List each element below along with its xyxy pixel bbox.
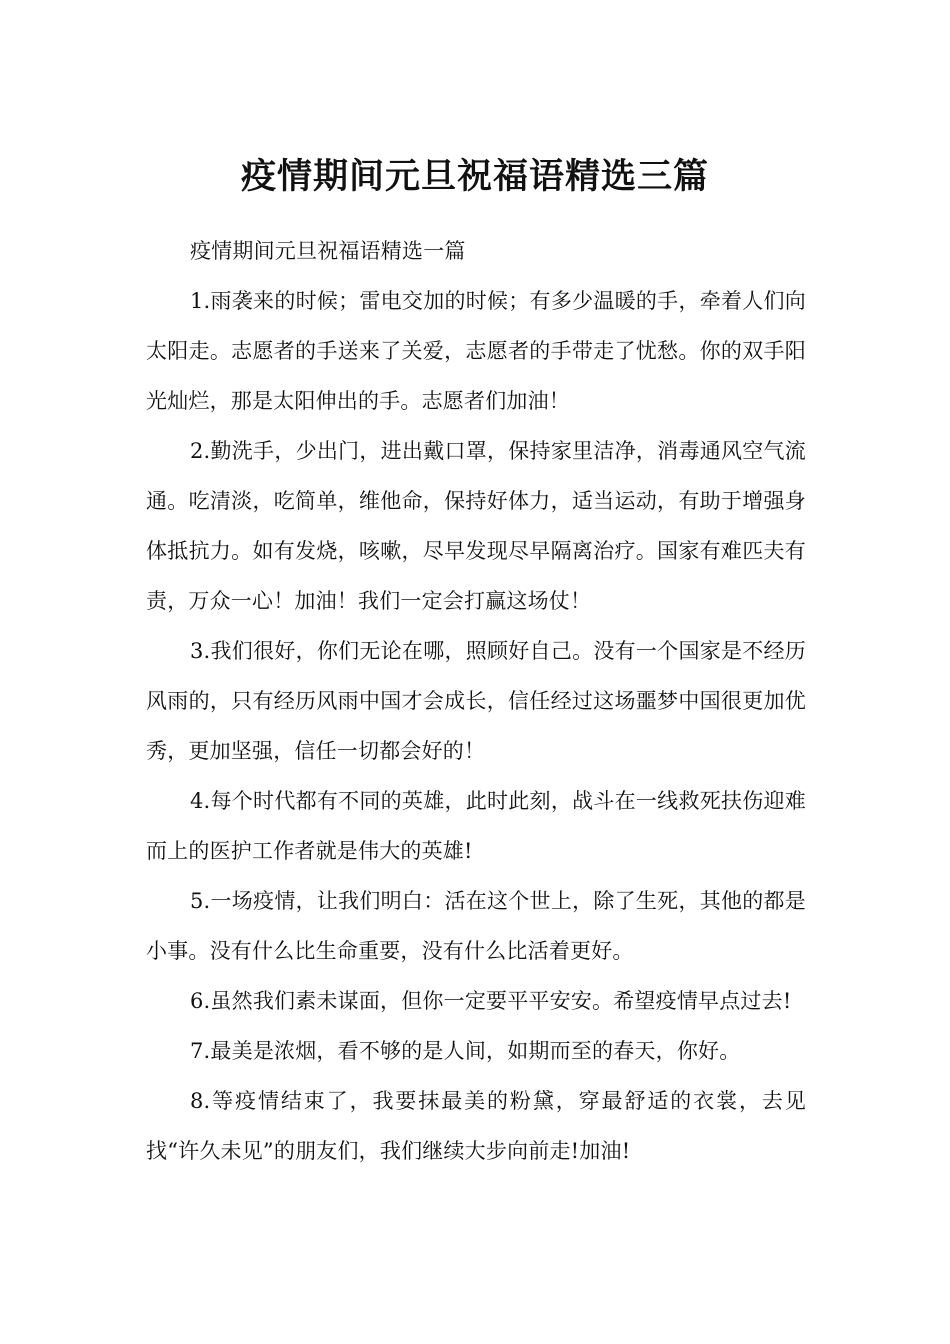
blessing-paragraph-4: 4.每个时代都有不同的英雄，此时此刻，战斗在一线救死扶伤迎难而上的医护工作者就是伟大的英雄! bbox=[146, 789, 806, 863]
blessing-paragraph-7: 7.最美是浓烟，看不够的是人间，如期而至的春天，你好。 bbox=[190, 1039, 741, 1063]
section-heading: 疫情期间元旦祝福语精选一篇 bbox=[190, 239, 466, 263]
blessing-paragraph-1: 1.雨袭来的时候；雷电交加的时候；有多少温暖的手，牵着人们向太阳走。志愿者的手送来了关爱，志愿者的手带走了忧愁。你的双手阳光灿烂，那是太阳伸出的手。志愿者们加油！ bbox=[146, 289, 806, 413]
blessing-paragraph-3: 3.我们很好，你们无论在哪，照顾好自己。没有一个国家是不经历风雨的，只有经历风雨中国才会成长，信任经过这场噩梦中国很更加优秀，更加坚强，信任一切都会好的！ bbox=[146, 639, 806, 763]
blessing-paragraph-2: 2.勤洗手，少出门，进出戴口罩，保持家里洁净，消毒通风空气流通。吃清淡，吃简单，维他命，保持好体力，适当运动，有助于增强身体抵抗力。如有发烧，咳嗽，尽早发现尽早隔离治疗。国家有难匹夫有责，万众一心！加油！我们一定会打赢这场仗！ bbox=[146, 439, 806, 613]
blessing-paragraph-5: 5.一场疫情，让我们明白：活在这个世上，除了生死，其他的都是小事。没有什么比生命重要，没有什么比活着更好。 bbox=[146, 889, 806, 963]
document-body bbox=[146, 226, 806, 1176]
blessing-paragraph-8: 8.等疫情结束了，我要抹最美的粉黛，穿最舒适的衣裳，去见找“许久未见”的朋友们，我们继续大步向前走!加油! bbox=[146, 1089, 806, 1163]
page-title: 疫情期间元旦祝福语精选三篇 bbox=[240, 157, 709, 198]
blessing-paragraph-6: 6.虽然我们素未谋面，但你一定要平平安安。希望疫情早点过去! bbox=[190, 989, 792, 1013]
